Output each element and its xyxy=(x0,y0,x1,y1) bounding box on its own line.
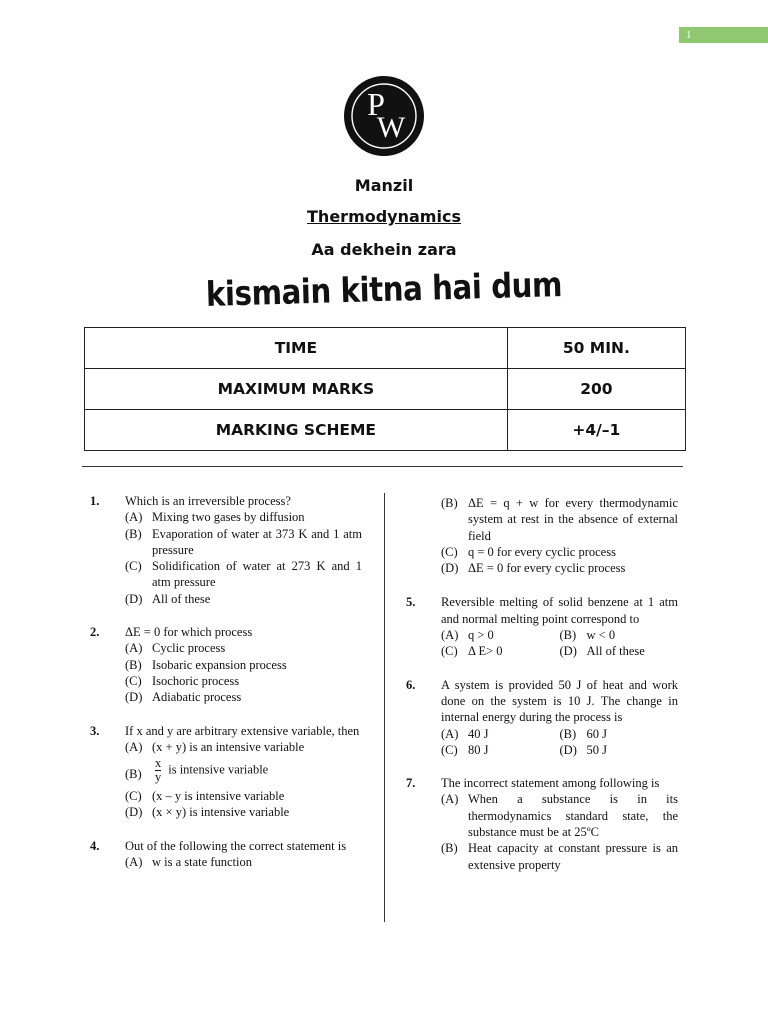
option: (D) All of these xyxy=(125,591,211,606)
question-number: 4. xyxy=(90,838,100,853)
question-number: 2. xyxy=(90,625,100,640)
question-stem: A system is provided 50 J of heat and work done on the system is 10 J. The change in internal energy during the process is xyxy=(441,677,678,725)
option: (B) Evaporation of water at 373 K and 1 atm pressure xyxy=(125,526,362,557)
table-row xyxy=(85,410,686,451)
option: (C) (x – y is intensive variable xyxy=(125,789,285,804)
question-stem: Reversible melting of solid benzene at 1 atm and normal melting point correspond to xyxy=(441,595,678,626)
option: (C) Isochoric process xyxy=(125,673,240,688)
left-column xyxy=(90,493,362,870)
option: (D) (x × y) is intensive variable xyxy=(125,805,290,820)
option: (A) w is a state function xyxy=(125,855,252,870)
question-stem: ΔE = 0 for which process xyxy=(125,625,253,640)
option: (C) Solidification of water at 273 K and 1 atm pressure xyxy=(125,559,362,590)
info-label: MARKING SCHEME xyxy=(85,410,508,451)
option: (C) 80 J xyxy=(441,742,489,757)
option: (B) ΔE = q + w for every thermodynamic system at rest in the absence of external field xyxy=(441,496,678,543)
right-column xyxy=(406,495,678,873)
question-stem: The incorrect statement among following is xyxy=(441,776,660,791)
exam-info-table xyxy=(84,327,686,451)
option: (C) q = 0 for every cyclic process xyxy=(441,544,616,559)
divider-rule xyxy=(82,466,683,467)
column-divider xyxy=(384,493,385,922)
info-label: MAXIMUM MARKS xyxy=(85,369,508,410)
tagline: kismain kitna hai dum xyxy=(205,265,563,315)
question-1 xyxy=(90,493,362,607)
pw-logo xyxy=(343,75,425,157)
subject-title: Thermodynamics xyxy=(307,207,461,226)
question-number: 7. xyxy=(406,776,416,791)
info-value: 50 MIN. xyxy=(507,328,685,369)
question-number: 6. xyxy=(406,677,416,692)
option: (B) 60 J xyxy=(559,726,607,741)
option: (D) 50 J xyxy=(559,742,607,757)
question-6 xyxy=(406,677,678,758)
question-number: 3. xyxy=(90,723,100,738)
option: (A) Cyclic process xyxy=(125,641,226,656)
question-5 xyxy=(406,594,678,659)
option: (B) $\frac{x}{y}$ is intensive variable xyxy=(125,756,269,785)
page-number: 1 xyxy=(679,27,768,43)
question-3 xyxy=(90,723,362,821)
question-2 xyxy=(90,624,362,705)
option: (A) q > 0 xyxy=(441,628,494,643)
fraction: $\frac{x}{y}$ xyxy=(155,756,162,785)
table-row xyxy=(85,369,686,410)
option: (B) Isobaric expansion process xyxy=(125,657,287,672)
info-value: 200 xyxy=(507,369,685,410)
question-stem: Which is an irreversible process? xyxy=(125,494,291,508)
svg-text:P: P xyxy=(367,86,385,122)
option: (A) When a substance is in its thermodynamics standard state, the substance must be at 25ºC xyxy=(441,792,678,840)
question-4 xyxy=(90,838,362,871)
svg-text:W: W xyxy=(376,111,406,144)
info-label: TIME xyxy=(85,328,508,369)
question-4-continued xyxy=(406,495,678,576)
option: (D) Adiabatic process xyxy=(125,690,242,705)
series-name: Manzil xyxy=(354,176,414,195)
option: (B) w < 0 xyxy=(559,628,616,643)
question-number: 1. xyxy=(90,494,100,508)
option: (D) All of these xyxy=(559,644,645,659)
option: (B) Heat capacity at constant pressure is an extensive property xyxy=(441,841,678,872)
subtitle: Aa dekhein zara xyxy=(311,240,457,259)
question-stem: If x and y are arbitrary extensive variable, then xyxy=(125,723,360,738)
table-row xyxy=(85,328,686,369)
info-value: +4/–1 xyxy=(507,410,685,451)
option: (A) (x + y) is an intensive variable xyxy=(125,739,305,754)
question-7 xyxy=(406,775,678,873)
option: (A) Mixing two gases by diffusion xyxy=(125,510,305,525)
option: (A) 40 J xyxy=(441,726,489,741)
question-stem: Out of the following the correct statement is xyxy=(125,838,347,853)
option: (D) ΔE = 0 for every cyclic process xyxy=(441,561,626,576)
option: (C) Δ E> 0 xyxy=(441,644,503,659)
question-number: 5. xyxy=(406,595,416,610)
